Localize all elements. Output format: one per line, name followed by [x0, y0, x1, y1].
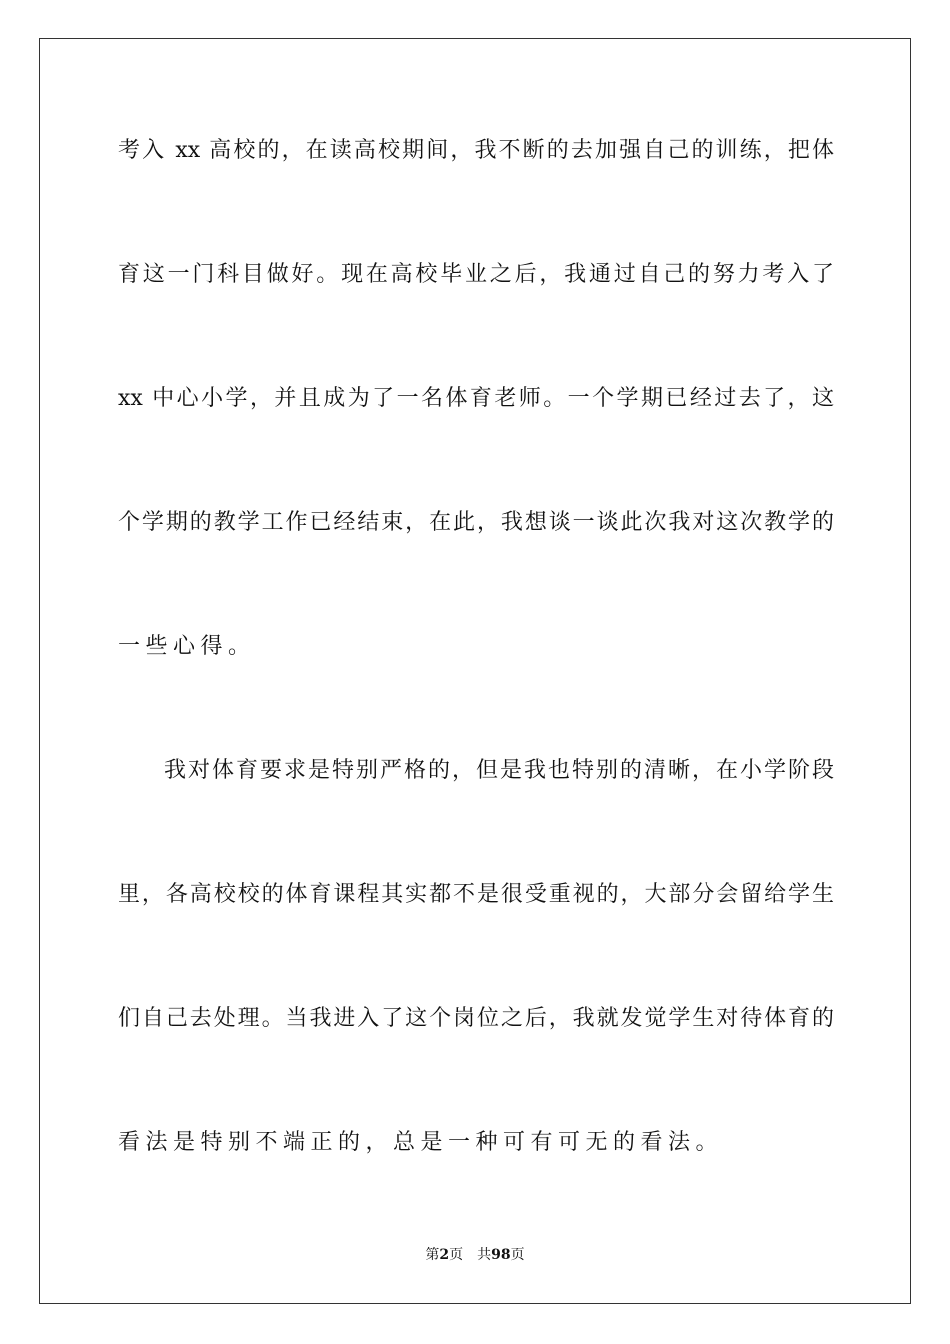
- paragraph-1-line-4: 个学期的教学工作已经结束，在此，我想谈一谈此次我对这次教学的: [118, 510, 834, 535]
- total-suffix: 页: [510, 1247, 525, 1263]
- paragraph-1-line-3: xx 中心小学，并且成为了一名体育老师。一个学期已经过去了，这: [118, 386, 834, 411]
- paragraph-2-line-4: 看法是特别不端正的，总是一种可有可无的看法。: [118, 1130, 724, 1155]
- page-footer: [0, 1245, 950, 1265]
- page-prefix: 第: [425, 1247, 440, 1263]
- total-prefix: 共: [477, 1247, 492, 1263]
- paragraph-2-line-2: 里，各高校校的体育课程其实都不是很受重视的，大部分会留给学生: [118, 882, 834, 907]
- paragraph-1: [118, 128, 834, 670]
- paragraph-2-line-3: 们自己去处理。当我进入了这个岗位之后，我就发觉学生对待体育的: [118, 1006, 834, 1031]
- document-body: [118, 128, 834, 1244]
- paragraph-1-line-2: 育这一门科目做好。现在高校毕业之后，我通过自己的努力考入了: [118, 262, 834, 287]
- paragraph-1-line-5: 一些心得。: [118, 634, 256, 659]
- total-pages: 98: [491, 1247, 511, 1263]
- page-suffix: 页: [449, 1247, 464, 1263]
- paragraph-2-line-1: 我对体育要求是特别严格的，但是我也特别的清晰，在小学阶段: [164, 758, 834, 783]
- paragraph-2: [118, 748, 834, 1166]
- page-number: 2: [439, 1247, 450, 1263]
- paragraph-1-line-1: 考入 xx 高校的，在读高校期间，我不断的去加强自己的训练，把体: [118, 138, 834, 163]
